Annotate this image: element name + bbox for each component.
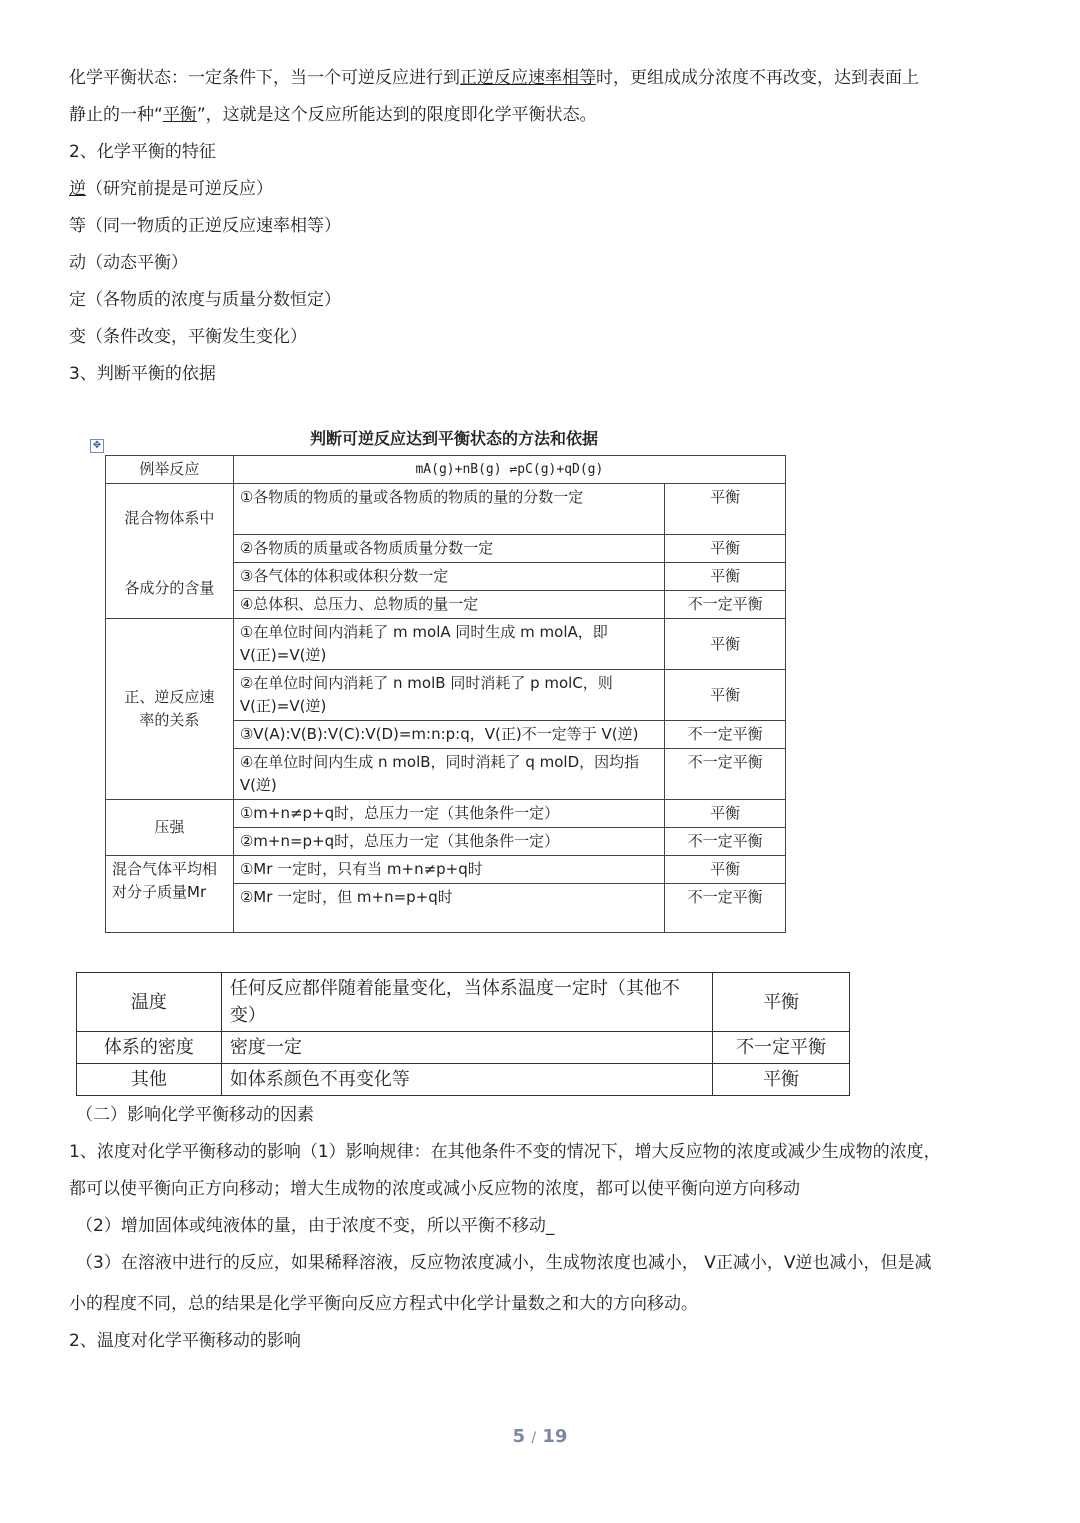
equilibrium-criteria-table xyxy=(105,455,786,933)
feature-text: （研究前提是可逆反应） xyxy=(86,179,273,199)
concentration-point-3-line-2: 小的程度不同，总的结果是化学平衡向反应方程式中化学计量数之和大的方向移动。 xyxy=(69,1294,698,1314)
condition-cell: 如体系颜色不再变化等 xyxy=(221,1064,712,1096)
concentration-line-1: 1、浓度对化学平衡移动的影响（1）影响规律：在其他条件不变的情况下，增大反应物的浓度或减少生成物的浓度， xyxy=(69,1142,941,1162)
table-row xyxy=(106,484,786,535)
intro-text: ”，这就是这个反应所能达到的限度即化学平衡状态。 xyxy=(196,105,597,125)
table-move-handle-icon[interactable]: ✥ xyxy=(90,439,104,453)
condition-cell: ①Mr 一定时，只有当 m+n≠p+q时 xyxy=(233,856,664,884)
result-cell: 不一定平衡 xyxy=(713,1032,850,1064)
example-reaction: mA(g)+nB(g) ⇌pC(g)+qD(g) xyxy=(233,456,785,484)
features-heading: 2、化学平衡的特征 xyxy=(69,142,216,162)
intro-text: 化学平衡状态：一定条件下，当一个可逆反应进行到 xyxy=(69,68,460,88)
row-label: 温度 xyxy=(77,973,222,1032)
feature-key: 动 xyxy=(69,253,86,273)
result-cell: 平衡 xyxy=(665,619,786,670)
temperature-heading: 2、温度对化学平衡移动的影响 xyxy=(69,1331,301,1351)
row-label: 其他 xyxy=(77,1064,222,1096)
concentration-point-2: （2）增加固体或纯液体的量，由于浓度不变，所以平衡不移动_ xyxy=(76,1216,555,1236)
table-row xyxy=(106,856,786,884)
group-label-pressure: 压强 xyxy=(106,800,234,856)
result-cell: 平衡 xyxy=(665,535,786,563)
feature-item xyxy=(69,325,307,349)
group-label-line: 各成分的含量 xyxy=(124,579,215,597)
condition-cell: ②m+n=p+q时，总压力一定（其他条件一定） xyxy=(233,828,664,856)
concentration-point-3-line-1: （3）在溶液中进行的反应，如果稀释溶液，反应物浓度减小，生成物浓度也减小， V正减小，V逆也减小，但是减 xyxy=(76,1253,932,1273)
feature-text: （各物质的浓度与质量分数恒定） xyxy=(86,290,341,310)
example-label: 例举反应 xyxy=(106,456,234,484)
feature-text: （条件改变，平衡发生变化） xyxy=(86,327,307,347)
feature-item xyxy=(69,177,273,201)
intro-line-2 xyxy=(69,103,597,127)
section2-heading: （二）影响化学平衡移动的因素 xyxy=(76,1105,314,1125)
table-title: 判断可逆反应达到平衡状态的方法和依据 xyxy=(310,429,599,448)
extra-criteria-table xyxy=(76,972,850,1096)
table-row xyxy=(77,1064,850,1096)
feature-key: 逆 xyxy=(69,179,86,199)
page-separator: / xyxy=(531,1430,537,1446)
table-row xyxy=(106,619,786,670)
table-row xyxy=(77,973,850,1032)
result-cell: 不一定平衡 xyxy=(665,828,786,856)
result-cell: 平衡 xyxy=(665,856,786,884)
group-label-rates: 正、逆反应速率的关系 xyxy=(106,619,234,800)
page-total: 19 xyxy=(542,1426,568,1447)
result-cell: 不一定平衡 xyxy=(665,721,786,749)
feature-item xyxy=(69,251,188,275)
feature-key: 等 xyxy=(69,216,86,236)
feature-key: 变 xyxy=(69,327,86,347)
result-cell: 平衡 xyxy=(665,484,786,535)
concentration-line-2: 都可以使平衡向正方向移动；增大生成物的浓度或减小反应物的浓度，都可以使平衡向逆方向移动 xyxy=(69,1179,800,1199)
condition-cell: 密度一定 xyxy=(221,1032,712,1064)
condition-cell: ③各气体的体积或体积分数一定 xyxy=(233,563,664,591)
page-indicator xyxy=(0,1426,1080,1447)
result-cell: 平衡 xyxy=(713,1064,850,1096)
feature-item xyxy=(69,214,341,238)
result-cell: 不一定平衡 xyxy=(665,749,786,800)
result-cell: 不一定平衡 xyxy=(665,884,786,933)
result-cell: 不一定平衡 xyxy=(665,591,786,619)
intro-text: 静止的一种“ xyxy=(69,105,163,125)
condition-cell: ②Mr 一定时，但 m+n=p+q时 xyxy=(233,884,664,933)
condition-cell: ②在单位时间内消耗了 n molB 同时消耗了 p molC，则 V(正)=V(逆) xyxy=(233,670,664,721)
group-label-content xyxy=(106,484,234,619)
group-label-line: 混合物体系中 xyxy=(124,509,215,527)
table-row xyxy=(106,456,786,484)
basis-heading: 3、判断平衡的依据 xyxy=(69,364,216,384)
condition-cell: ②各物质的质量或各物质质量分数一定 xyxy=(233,535,664,563)
result-cell: 平衡 xyxy=(665,800,786,828)
condition-cell: ①在单位时间内消耗了 m molA 同时生成 m molA，即 V(正)=V(逆) xyxy=(233,619,664,670)
intro-underlined: 正逆反应速率相等 xyxy=(460,68,596,88)
condition-cell: ①m+n≠p+q时，总压力一定（其他条件一定） xyxy=(233,800,664,828)
condition-cell: ④总体积、总压力、总物质的量一定 xyxy=(233,591,664,619)
table-row xyxy=(106,800,786,828)
group-label-molar-mass: 混合气体平均相对分子质量Mr xyxy=(106,856,234,933)
table-row xyxy=(77,1032,850,1064)
condition-cell: ④在单位时间内生成 n molB，同时消耗了 q molD，因均指 V(逆) xyxy=(233,749,664,800)
feature-text: （动态平衡） xyxy=(86,253,188,273)
page-current: 5 xyxy=(512,1426,526,1447)
intro-underlined: 平衡 xyxy=(162,105,197,125)
condition-cell: ③V(A):V(B):V(C):V(D)=m:n:p:q，V(正)不一定等于 V(逆) xyxy=(233,721,664,749)
feature-key: 定 xyxy=(69,290,86,310)
result-cell: 平衡 xyxy=(665,563,786,591)
result-cell: 平衡 xyxy=(713,973,850,1032)
feature-text: （同一物质的正逆反应速率相等） xyxy=(86,216,341,236)
condition-cell: ①各物质的物质的量或各物质的物质的量的分数一定 xyxy=(233,484,664,535)
intro-line-1 xyxy=(69,66,919,90)
condition-cell: 任何反应都伴随着能量变化，当体系温度一定时（其他不变） xyxy=(221,973,712,1032)
feature-item xyxy=(69,288,341,312)
intro-text: 时，更组成成分浓度不再改变，达到表面上 xyxy=(596,68,919,88)
row-label: 体系的密度 xyxy=(77,1032,222,1064)
result-cell: 平衡 xyxy=(665,670,786,721)
